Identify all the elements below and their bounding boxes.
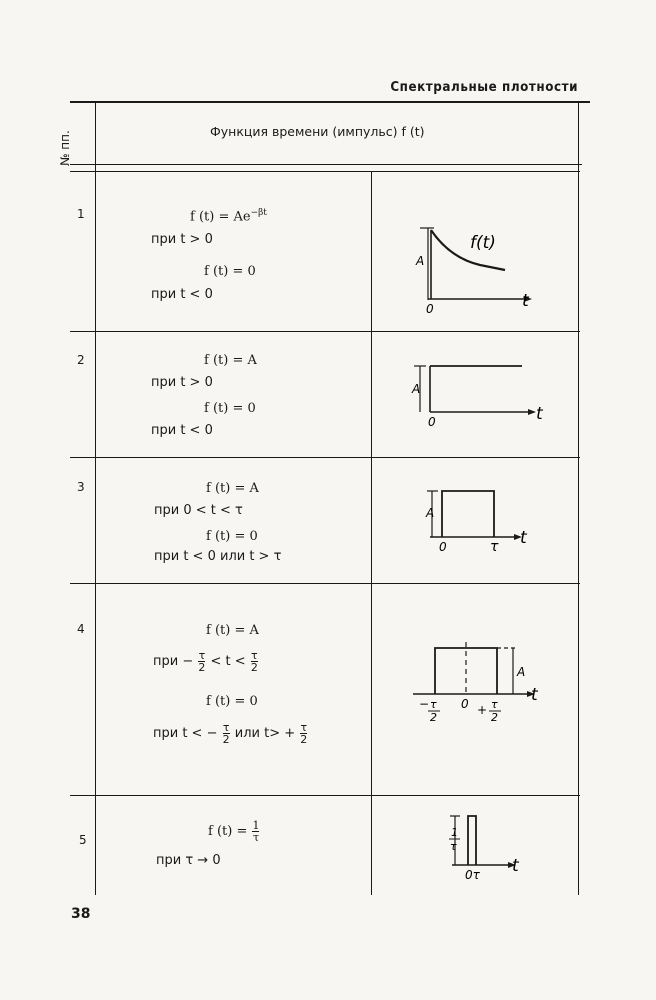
row-separator (70, 795, 580, 796)
fraction-denominator: 2 (198, 661, 206, 674)
condition-middle: или t> + (234, 726, 296, 741)
fraction-denominator: 2 (222, 733, 230, 746)
formula-nonzero: f (t) = A (206, 623, 259, 638)
fraction (252, 820, 259, 843)
origin-label: 0 (428, 415, 436, 429)
column-header-number: № пп. (58, 130, 72, 166)
formula-impulse (208, 820, 260, 843)
origin-label: 0τ (465, 868, 480, 882)
formula-nonzero (190, 208, 267, 224)
condition-outside: при t < 0 или t > τ (154, 549, 282, 564)
row-number: 3 (77, 480, 85, 494)
table-column-divider (371, 172, 372, 895)
table-right-border (578, 103, 579, 895)
right-denominator: 2 (491, 711, 498, 724)
condition-middle: < t < (210, 654, 246, 669)
left-denominator: 2 (430, 711, 437, 724)
left-sign: − (419, 697, 430, 711)
amplitude-label: A (412, 382, 421, 396)
right-sign: + (477, 703, 488, 717)
fraction-denominator: 2 (250, 661, 258, 674)
origin-label: 0 (461, 697, 469, 711)
row-separator (70, 331, 580, 332)
row-number: 5 (79, 833, 87, 847)
table-left-border (95, 103, 96, 895)
graph-centered-pulse (405, 638, 555, 728)
section-title: Спектральные плотности (390, 80, 578, 95)
graph-exponential-decay (400, 220, 540, 320)
fraction (198, 650, 205, 673)
fraction-numerator: 1 (252, 819, 260, 832)
impulse-outline (468, 816, 476, 865)
formula-exponent: −βt (250, 208, 267, 218)
origin-label: 0 (439, 540, 447, 554)
pulse-end-label: τ (490, 539, 499, 555)
formula-zero: f (t) = 0 (206, 529, 258, 544)
column-header-function: Функция времени (импульс) f (t) (210, 124, 425, 139)
axis-arrow (528, 409, 536, 415)
fraction (223, 722, 230, 745)
axis-label: t (536, 404, 543, 424)
row-separator (70, 457, 580, 458)
condition-positive: при t > 0 (151, 375, 213, 390)
fraction-numerator: τ (198, 649, 206, 662)
row-number: 4 (77, 622, 85, 636)
fraction-numerator: τ (300, 721, 308, 734)
axis-label: t (531, 685, 538, 705)
fraction-denominator: 2 (300, 733, 308, 746)
condition-interval: при 0 < t < τ (154, 503, 243, 518)
page-number: 38 (71, 906, 91, 922)
formula-text: f (t) = Ae (190, 209, 251, 225)
fraction-denominator: τ (252, 831, 260, 844)
left-numerator: τ (430, 698, 437, 711)
row-separator (70, 583, 580, 584)
pulse-outline (442, 491, 494, 537)
formula-zero: f (t) = 0 (204, 264, 256, 279)
condition-negative: при t < 0 (151, 423, 213, 438)
fraction-numerator: τ (251, 649, 258, 662)
amplitude-denominator: τ (450, 840, 457, 853)
curve-label: f(t) (470, 233, 496, 253)
amplitude-numerator: 1 (451, 826, 458, 839)
row-number: 1 (77, 207, 85, 221)
graph-rectangular-pulse (420, 485, 540, 555)
formula-zero: f (t) = 0 (206, 694, 258, 709)
condition-positive: при t > 0 (151, 232, 213, 247)
fraction (300, 722, 307, 745)
row-number: 2 (77, 353, 85, 367)
amplitude-label: A (426, 506, 435, 520)
condition-limit: при τ → 0 (156, 853, 221, 868)
formula-text: f (t) = (208, 824, 248, 839)
table-header-rule (70, 164, 582, 165)
condition-outside (153, 722, 308, 745)
condition-prefix: при − (153, 654, 194, 669)
condition-symmetric-interval (153, 650, 259, 673)
fraction-numerator: τ (222, 721, 230, 734)
formula-nonzero: f (t) = A (204, 353, 257, 368)
condition-prefix: при t < − (153, 726, 218, 741)
graph-delta-impulse (440, 808, 530, 884)
row-separator (70, 171, 580, 172)
amplitude-label: A (517, 665, 526, 679)
formula-zero: f (t) = 0 (204, 401, 256, 416)
axis-label: t (522, 291, 529, 311)
axis-label: t (512, 856, 519, 876)
axis-label: t (520, 528, 527, 548)
formula-nonzero: f (t) = A (206, 481, 259, 496)
amplitude-label: A (416, 254, 425, 268)
right-numerator: τ (491, 698, 498, 711)
condition-negative: при t < 0 (151, 287, 213, 302)
origin-label: 0 (426, 302, 434, 316)
header-rule (70, 101, 590, 103)
fraction (251, 650, 258, 673)
graph-step-function (400, 355, 550, 435)
